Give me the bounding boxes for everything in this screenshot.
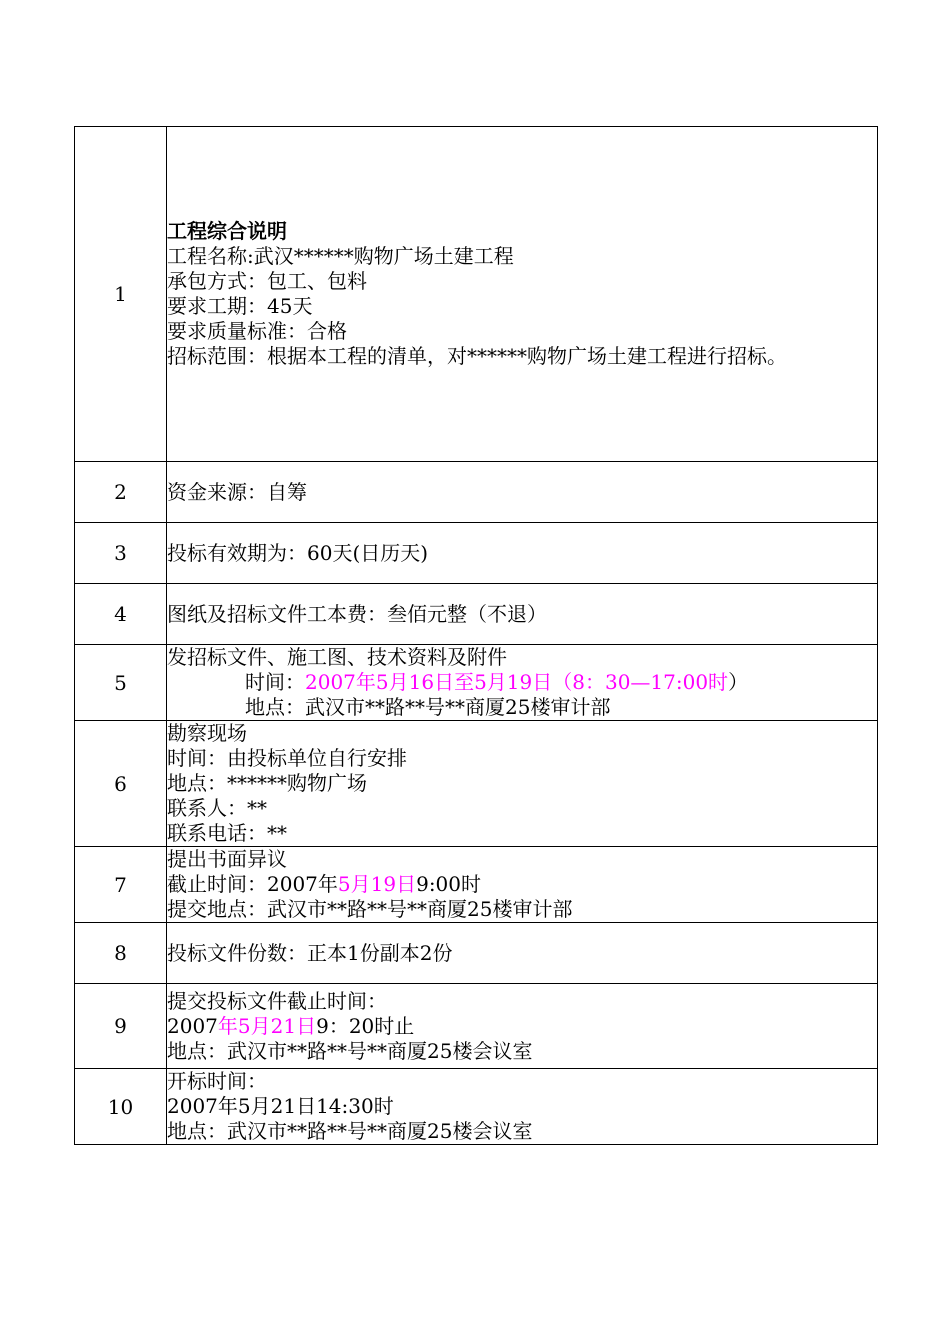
duration: 要求工期：45天 [167, 294, 313, 318]
table-row [75, 923, 878, 984]
objection-deadline [167, 872, 877, 897]
table-row [75, 584, 878, 645]
opening-date: 2007年5月21日14:30时 [167, 1094, 394, 1118]
table-row [75, 645, 878, 721]
table-row [75, 984, 878, 1069]
row-content [167, 645, 878, 721]
date-suffix: 9：20时止 [316, 1013, 415, 1038]
row-content [167, 1069, 878, 1145]
row-content [167, 984, 878, 1069]
row-number: 1 [75, 127, 167, 462]
time-end: ） [728, 670, 749, 694]
row-number: 9 [75, 984, 167, 1069]
submission-place: 地点：武汉市**路**号**商厦25楼会议室 [167, 1038, 533, 1063]
row-number: 2 [75, 462, 167, 523]
document-fee: 图纸及招标文件工本费：叁佰元整（不退） [167, 584, 878, 645]
row-content [167, 847, 878, 923]
submission-deadline [167, 1014, 877, 1039]
project-name: 工程名称:武汉******购物广场土建工程 [167, 244, 514, 268]
highlighted-date: 5月19日 [337, 872, 417, 896]
tender-scope: 招标范围：根据本工程的清单，对******购物广场土建工程进行招标。 [167, 344, 787, 368]
table-row [75, 523, 878, 584]
row-number: 4 [75, 584, 167, 645]
row-number: 6 [75, 721, 167, 847]
row-content [167, 127, 878, 462]
quality-standard: 要求质量标准：合格 [167, 319, 347, 343]
highlighted-date: 2007年5月16日至5月19日（8：30—17:00时 [305, 670, 729, 694]
bid-validity: 投标有效期为：60天(日历天) [167, 523, 878, 584]
highlighted-date: 年5月21日 [217, 1013, 317, 1038]
copies-count: 投标文件份数：正本1份副本2份 [167, 923, 878, 984]
date-prefix: 2007 [167, 1013, 218, 1038]
table-row [75, 127, 878, 462]
row-number: 10 [75, 1069, 167, 1145]
objection-place: 提交地点：武汉市**路**号**商厦25楼审计部 [167, 897, 573, 921]
issue-place: 地点：武汉市**路**号**商厦25楼审计部 [245, 695, 611, 719]
tender-info-table [74, 126, 878, 1145]
contact-phone: 联系电话：** [167, 821, 287, 845]
time-label: 时间： [245, 670, 305, 694]
row-number: 3 [75, 523, 167, 584]
row-number: 7 [75, 847, 167, 923]
contract-mode: 承包方式：包工、包料 [167, 269, 367, 293]
row-number: 5 [75, 645, 167, 721]
row-number: 8 [75, 923, 167, 984]
deadline-suffix: 9:00时 [416, 872, 482, 896]
row-content [167, 721, 878, 847]
survey-place: 地点：******购物广场 [167, 771, 367, 795]
section-heading: 提出书面异议 [167, 847, 287, 871]
opening-place: 地点：武汉市**路**号**商厦25楼会议室 [167, 1119, 533, 1143]
section-heading: 提交投标文件截止时间： [167, 988, 387, 1013]
table-row [75, 721, 878, 847]
table-row [75, 847, 878, 923]
fund-source: 资金来源：自筹 [167, 462, 878, 523]
section-heading: 发招标文件、施工图、技术资料及附件 [167, 645, 507, 669]
issue-time [167, 670, 877, 695]
deadline-prefix: 截止时间：2007年 [167, 872, 338, 896]
section-heading: 勘察现场 [167, 721, 247, 745]
table-row [75, 462, 878, 523]
section-title: 工程综合说明 [167, 219, 287, 243]
contact-person: 联系人：** [167, 796, 267, 820]
section-heading: 开标时间： [167, 1069, 267, 1093]
survey-time: 时间：由投标单位自行安排 [167, 746, 407, 770]
table-row [75, 1069, 878, 1145]
